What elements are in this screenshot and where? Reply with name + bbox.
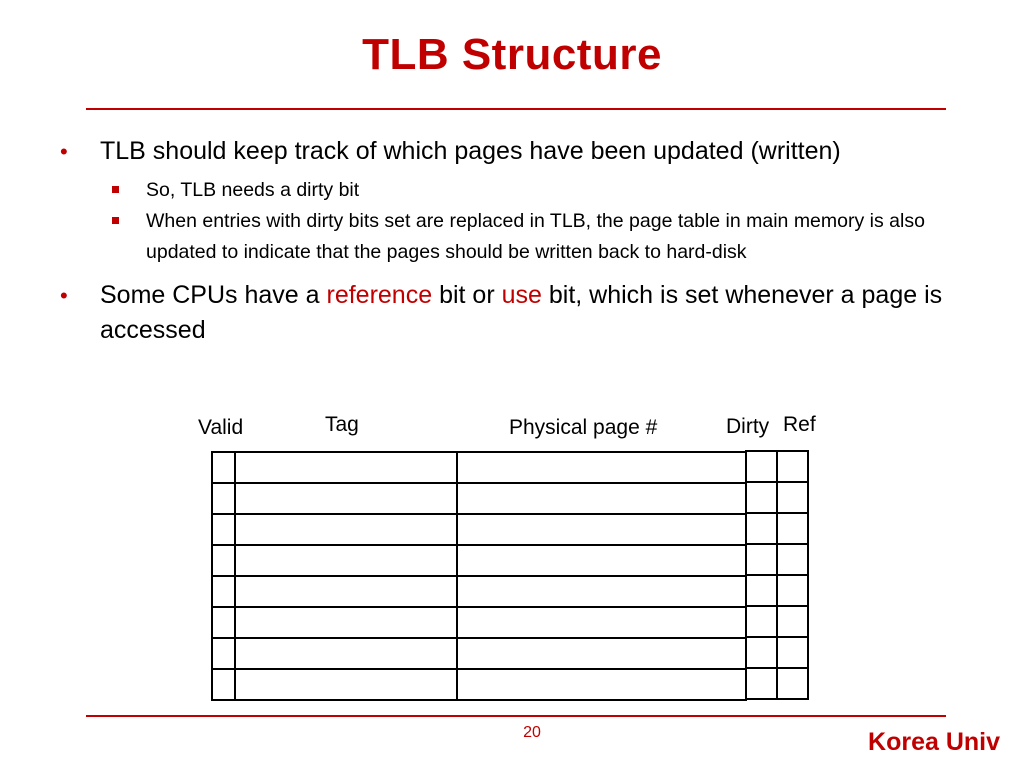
physical-page-cell xyxy=(457,607,746,638)
header-dirty: Dirty xyxy=(726,415,770,438)
valid-cell xyxy=(212,483,235,514)
valid-cell xyxy=(212,607,235,638)
physical-page-cell xyxy=(457,514,746,545)
valid-cell xyxy=(212,638,235,669)
dirty-cell xyxy=(746,482,777,513)
physical-page-cell xyxy=(457,452,746,483)
dirty-cell xyxy=(746,513,777,544)
ref-cell xyxy=(777,606,808,637)
bullet-text-part: bit or xyxy=(432,281,502,309)
bullet-dot-icon: • xyxy=(60,283,68,308)
ref-cell xyxy=(777,575,808,606)
header-physical-page: Physical page # xyxy=(509,416,658,439)
highlight-reference: reference xyxy=(326,281,433,309)
valid-cell xyxy=(212,576,235,607)
dirty-cell xyxy=(746,451,777,482)
header-ref: Ref xyxy=(783,413,816,436)
valid-cell xyxy=(212,545,235,576)
physical-page-cell xyxy=(457,669,746,700)
header-tag: Tag xyxy=(325,413,359,436)
highlight-use: use xyxy=(501,281,542,309)
dirty-cell xyxy=(746,575,777,606)
ref-cell xyxy=(777,637,808,668)
brand-label: Korea Univ xyxy=(868,728,1000,756)
dirty-cell xyxy=(746,637,777,668)
tag-cell xyxy=(235,576,457,607)
physical-page-cell xyxy=(457,483,746,514)
bullet-dot-icon: • xyxy=(60,139,68,164)
tag-cell xyxy=(235,514,457,545)
sub-bullet-text: When entries with dirty bits set are replaced in TLB, the page table in main memory is also updated to indicate that the pages should be written back to hard-disk xyxy=(146,210,925,263)
footer-divider xyxy=(86,715,946,717)
ref-cell xyxy=(777,668,808,699)
tag-cell xyxy=(235,483,457,514)
ref-cell xyxy=(777,513,808,544)
slide-title: TLB Structure xyxy=(362,30,662,79)
tag-cell xyxy=(235,545,457,576)
tag-cell xyxy=(235,669,457,700)
tag-cell xyxy=(235,452,457,483)
ref-cell xyxy=(777,451,808,482)
bullet-text: TLB should keep track of which pages have been updated (written) xyxy=(100,137,841,165)
tag-cell xyxy=(235,607,457,638)
dirty-cell xyxy=(746,606,777,637)
bullet-text-part: Some CPUs have a xyxy=(100,281,327,309)
ref-cell xyxy=(777,482,808,513)
bullet-text-part: bit, which is set whenever a page is accessed xyxy=(100,281,943,344)
sub-bullet-text: So, TLB needs a dirty bit xyxy=(146,179,360,201)
valid-cell xyxy=(212,669,235,700)
valid-cell xyxy=(212,452,235,483)
tlb-rows xyxy=(212,451,808,700)
physical-page-cell xyxy=(457,576,746,607)
page-number: 20 xyxy=(523,724,541,741)
header-valid: Valid xyxy=(198,416,244,439)
valid-cell xyxy=(212,514,235,545)
dirty-cell xyxy=(746,544,777,575)
ref-cell xyxy=(777,544,808,575)
physical-page-cell xyxy=(457,545,746,576)
dirty-cell xyxy=(746,668,777,699)
physical-page-cell xyxy=(457,638,746,669)
tag-cell xyxy=(235,638,457,669)
